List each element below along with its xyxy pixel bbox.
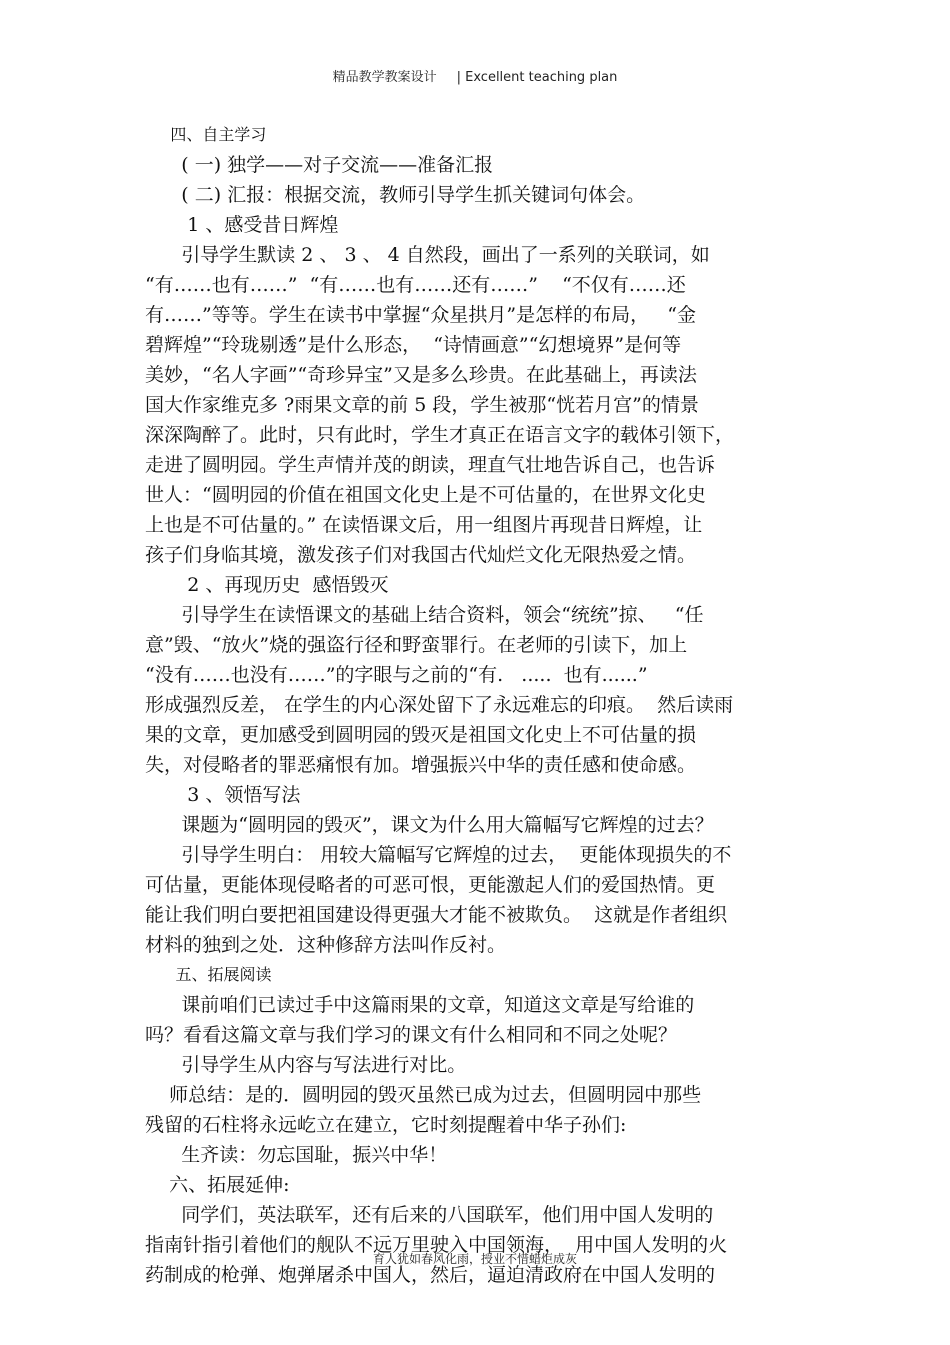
text-line: 材料的独到之处．这种修辞方法叫作反衬。 xyxy=(145,934,507,956)
text-line: 美妙，“名人字画”“奇珍异宝”又是多么珍贵。在此基础上，再读法 xyxy=(145,364,697,386)
text-line: 残留的石柱将永远屹立在建立，它时刻提醒着中华子孙们: xyxy=(145,1114,627,1136)
text-line: 生齐读：勿忘国耻，振兴中华！ xyxy=(145,1144,448,1166)
text-line: 孩子们身临其境，激发孩子们对我国古代灿烂文化无限热爱之情。 xyxy=(145,544,697,566)
text-line: “有……也有……” “有……也有……还有……” “不仅有……还 xyxy=(145,274,686,296)
text-line: 师总结：是的．圆明园的毁灭虽然已成为过去，但圆明园中那些 xyxy=(145,1084,702,1106)
text-line: 引导学生从内容与写法进行对比。 xyxy=(145,1054,467,1076)
text-line: 意”毁、“放火”烧的强盗行径和野蛮罪行。在老师的引读下，加上 xyxy=(145,634,688,656)
text-line: 世人：“圆明园的价值在祖国文化史上是不可估量的，在世界文化史 xyxy=(145,484,706,506)
text-line: 引导学生默读 2 、 3 、 4 自然段，画出了一系列的关联词，如 xyxy=(145,244,710,266)
text-line: 六、拓展延伸: xyxy=(145,1174,290,1196)
text-line: 上也是不可估量的。” 在读悟课文后，用一组图片再现昔日辉煌，让 xyxy=(145,514,703,536)
text-line: 2 、再现历史 感悟毁灭 xyxy=(145,574,389,596)
text-line: 四、自主学习 xyxy=(145,125,267,144)
page-footer: 育人犹如春风化雨，授业不惜蜡炬成灰 xyxy=(372,1252,577,1266)
text-line: 吗？看看这篇文章与我们学习的课文有什么相同和不同之处呢？ xyxy=(145,1024,678,1046)
text-line: 深深陶醉了。此时，只有此时，学生才真正在语言文字的载体引领下， xyxy=(145,424,735,446)
text-line: 指南针指引着他们的舰队不远万里驶入中国领海， 用中国人发明的火 xyxy=(145,1234,728,1256)
page-header xyxy=(0,66,950,85)
text-line: 走进了圆明园。学生声情并茂的朗读，理直气壮地告诉自己，也告诉 xyxy=(145,454,716,476)
text-line: 3 、领悟写法 xyxy=(145,784,301,806)
text-line: 果的文章，更加感受到圆明园的毁灭是祖国文化史上不可估量的损 xyxy=(145,724,697,746)
text-line: 引导学生明白： 用较大篇幅写它辉煌的过去， 更能体现损失的不 xyxy=(145,844,732,866)
document-body xyxy=(145,120,805,1290)
text-line: 1 、感受昔日辉煌 xyxy=(145,214,339,236)
text-line: 课前咱们已读过手中这篇雨果的文章，知道这文章是写给谁的 xyxy=(145,994,695,1016)
text-line: 同学们，英法联军，还有后来的八国联军，他们用中国人发明的 xyxy=(145,1204,714,1226)
text-line: 国大作家维克多 ?雨果文章的前 5 段，学生被那“恍若月宫”的情景 xyxy=(145,394,699,416)
text-line: 药制成的枪弹、炮弹屠杀中国人，然后，逼迫清政府在中国人发明的 xyxy=(145,1264,716,1286)
text-line: ( 一) 独学——对子交流——准备汇报 xyxy=(145,154,494,176)
text-line: 引导学生在读悟课文的基础上结合资料，领会“统统”掠、 “任 xyxy=(145,604,704,626)
text-line: 五、拓展阅读 xyxy=(145,965,272,984)
text-line: 课题为“圆明园的毁灭”，课文为什么用大篇幅写它辉煌的过去？ xyxy=(145,814,714,836)
text-line: “没有……也没有……”的字眼与之前的“有. ..... 也有......” xyxy=(145,664,648,686)
header-subtitle: | Excellent teaching plan xyxy=(456,70,618,85)
text-line: 能让我们明白要把祖国建设得更强大才能不被欺负。 这就是作者组织 xyxy=(145,904,728,926)
text-line: 碧辉煌”“玲珑剔透”是什么形态， “诗情画意”“幻想境界”是何等 xyxy=(145,334,682,356)
text-line: 有……”等等。学生在读书中掌握“众星拱月”是怎样的布局， “金 xyxy=(145,304,696,326)
text-line: 形成强烈反差， 在学生的内心深处留下了永远难忘的印痕。 然后读雨 xyxy=(145,694,734,716)
text-line: 失，对侵略者的罪恶痛恨有加。增强振兴中华的责任感和使命感。 xyxy=(145,754,697,776)
text-line: ( 二) 汇报：根据交流，教师引导学生抓关键词句体会。 xyxy=(145,184,646,206)
header-title: 精品教学教案设计 xyxy=(332,70,437,85)
text-line: 可估量，更能体现侵略者的可恶可恨，更能激起人们的爱国热情。更 xyxy=(145,874,716,896)
